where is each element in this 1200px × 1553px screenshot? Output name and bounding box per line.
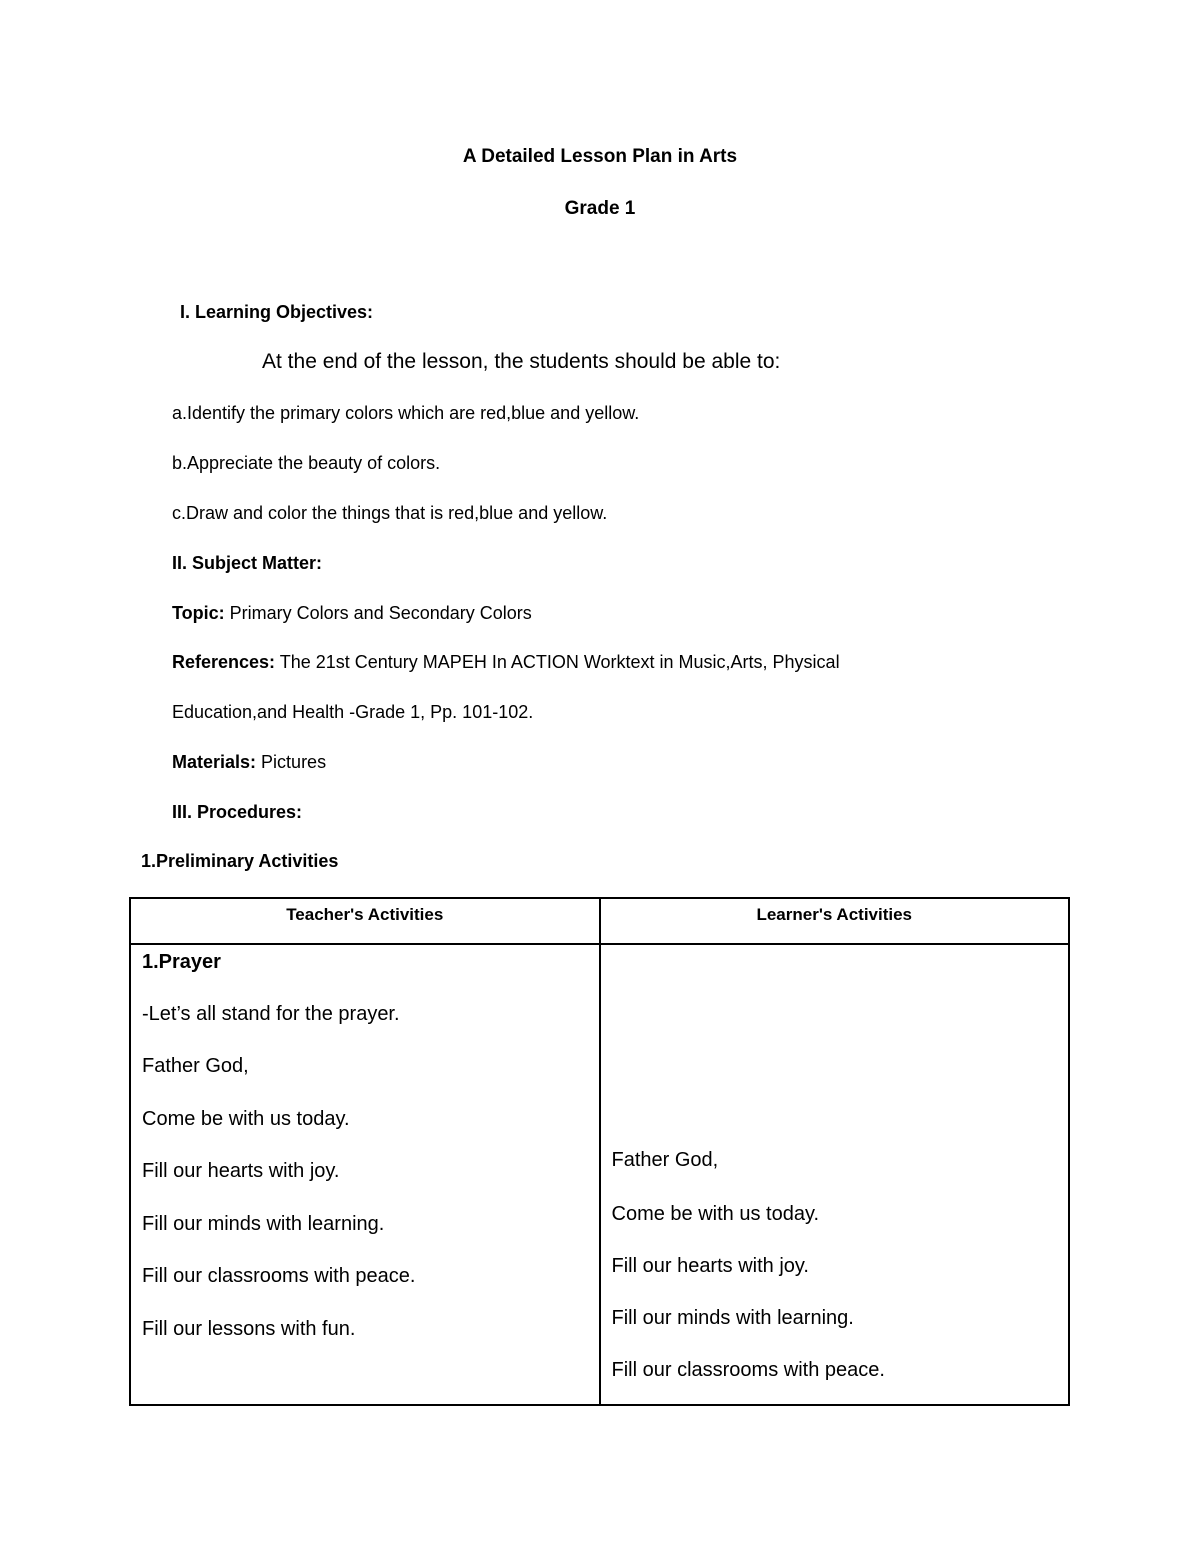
- references-label: References:: [172, 652, 276, 672]
- grade-label: Grade 1: [564, 198, 636, 219]
- objective-item: a.Identify the primary colors which are red,blue and yellow.: [172, 403, 640, 423]
- teacher-line: Father God,: [142, 1055, 249, 1077]
- learner-line: Fill our hearts with joy.: [611, 1255, 809, 1277]
- teacher-line: Fill our hearts with joy.: [142, 1160, 340, 1182]
- teacher-activities-header: Teacher's Activities: [130, 898, 600, 944]
- teacher-line: Fill our minds with learning.: [142, 1213, 385, 1235]
- topic-line: [172, 602, 532, 624]
- preliminary-activities-heading: 1.Preliminary Activities: [141, 851, 339, 871]
- learner-line: Fill our classrooms with peace.: [611, 1359, 885, 1381]
- learner-line: Father God,: [611, 1149, 719, 1171]
- procedures-heading: III. Procedures:: [172, 802, 303, 822]
- teacher-line: Fill our lessons with fun.: [142, 1318, 356, 1340]
- topic-label: Topic:: [172, 603, 225, 623]
- objective-item: b.Appreciate the beauty of colors.: [172, 453, 441, 473]
- teacher-line: Fill our classrooms with peace.: [142, 1265, 416, 1287]
- objective-item: c.Draw and color the things that is red,blue and yellow.: [172, 503, 608, 523]
- learner-activities-cell: [600, 944, 1070, 1405]
- references-line: [172, 651, 840, 673]
- learner-activities-header: Learner's Activities: [600, 898, 1070, 944]
- materials-value: Pictures: [256, 752, 327, 772]
- table-header-row: [130, 898, 1069, 944]
- learner-line: Fill our minds with learning.: [611, 1307, 854, 1329]
- teacher-line: Come be with us today.: [142, 1108, 350, 1130]
- table-row: [130, 944, 1069, 1405]
- teacher-activities-cell: [130, 944, 600, 1405]
- document-title: A Detailed Lesson Plan in Arts: [462, 146, 738, 167]
- references-value: The 21st Century MAPEH In ACTION Worktext in Music,Arts, Physical: [275, 652, 840, 672]
- materials-label: Materials:: [172, 752, 257, 772]
- teacher-line: -Let’s all stand for the prayer.: [142, 1003, 400, 1025]
- learner-line: Come be with us today.: [611, 1203, 820, 1225]
- references-continued: Education,and Health -Grade 1, Pp. 101-102.: [172, 702, 534, 722]
- subject-matter-heading: II. Subject Matter:: [172, 553, 323, 573]
- objectives-heading: I. Learning Objectives:: [180, 302, 374, 322]
- materials-line: [172, 751, 326, 773]
- objectives-intro: At the end of the lesson, the students should be able to:: [262, 350, 781, 373]
- topic-value: Primary Colors and Secondary Colors: [224, 603, 532, 623]
- prayer-heading: 1.Prayer: [142, 951, 221, 973]
- activities-table: [129, 897, 1070, 1406]
